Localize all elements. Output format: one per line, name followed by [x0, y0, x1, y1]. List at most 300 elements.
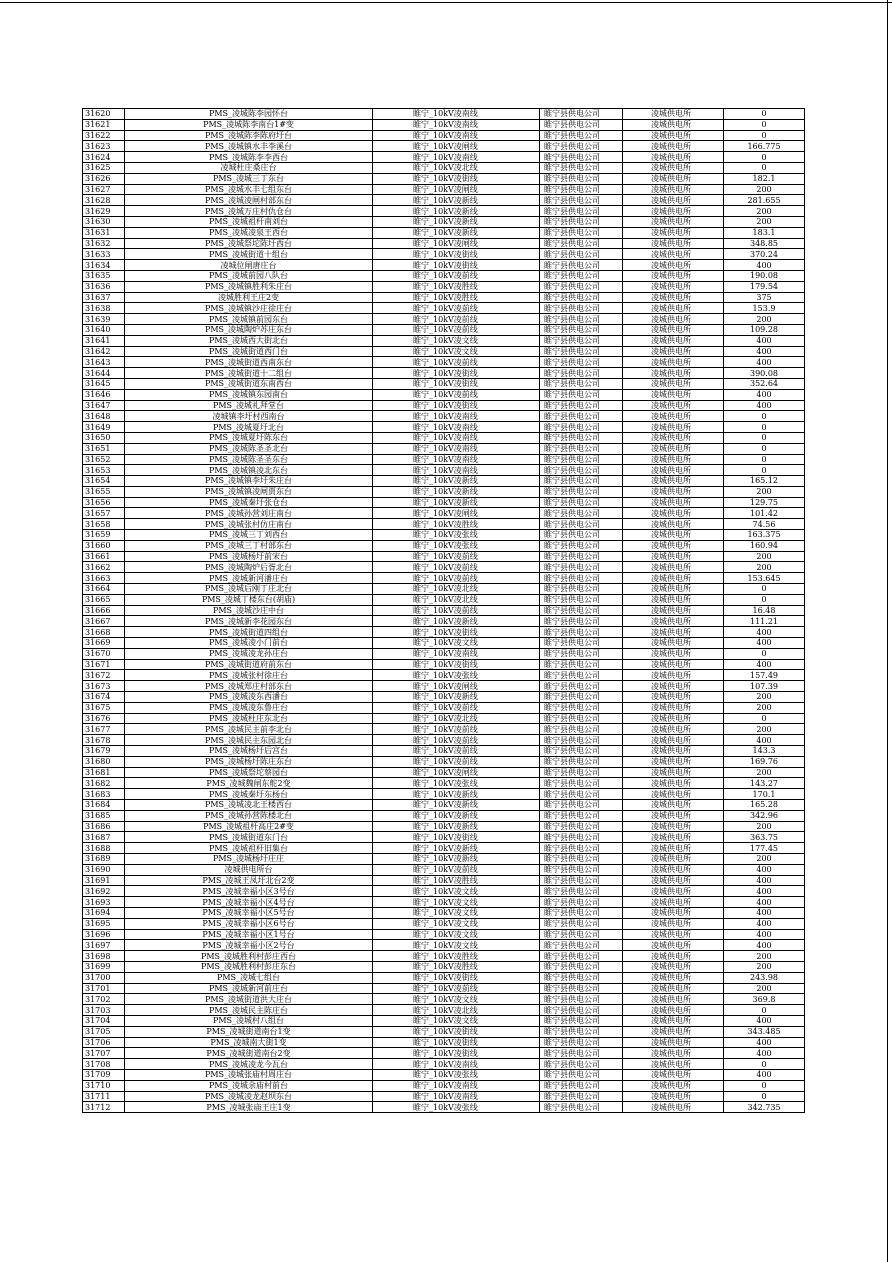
- capacity-cell: 163.375: [724, 530, 805, 541]
- supply-station-cell: 凌城供电所: [623, 519, 724, 530]
- supply-station-cell: 凌城供电所: [623, 778, 724, 789]
- table-row: [83, 184, 805, 195]
- table-row: [83, 692, 805, 703]
- row-id-cell: 31621: [83, 119, 125, 130]
- table-row: [83, 443, 805, 454]
- station-name-cell: PMS_凌城孙营陈楼北台: [125, 810, 373, 821]
- supply-station-cell: 凌城供电所: [623, 1069, 724, 1080]
- feeder-line-cell: 睢宁_10kV凌南线: [373, 454, 540, 465]
- feeder-line-cell: 睢宁_10kV凌胜线: [373, 875, 540, 886]
- table-row: [83, 897, 805, 908]
- company-cell: 睢宁县供电公司: [540, 886, 623, 897]
- capacity-cell: 0: [724, 411, 805, 422]
- capacity-cell: 0: [724, 584, 805, 595]
- supply-station-cell: 凌城供电所: [623, 702, 724, 713]
- feeder-line-cell: 睢宁_10kV凌南线: [373, 465, 540, 476]
- table-row: [83, 454, 805, 465]
- company-cell: 睢宁县供电公司: [540, 994, 623, 1005]
- row-id-cell: 31641: [83, 335, 125, 346]
- supply-station-cell: 凌城供电所: [623, 497, 724, 508]
- feeder-line-cell: 睢宁_10kV凌胜线: [373, 292, 540, 303]
- supply-station-cell: 凌城供电所: [623, 238, 724, 249]
- supply-station-cell: 凌城供电所: [623, 994, 724, 1005]
- table-row: [83, 357, 805, 368]
- station-name-cell: PMS_凌城凌东西潘台: [125, 692, 373, 703]
- company-cell: 睢宁县供电公司: [540, 562, 623, 573]
- capacity-cell: 400: [724, 1069, 805, 1080]
- station-name-cell: PMS_凌城镇李圩朱庄台: [125, 476, 373, 487]
- row-id-cell: 31702: [83, 994, 125, 1005]
- row-id-cell: 31632: [83, 238, 125, 249]
- supply-station-cell: 凌城供电所: [623, 346, 724, 357]
- capacity-cell: 0: [724, 594, 805, 605]
- table-row: [83, 940, 805, 951]
- feeder-line-cell: 睢宁_10kV凌张线: [373, 1102, 540, 1113]
- row-id-cell: 31656: [83, 497, 125, 508]
- station-name-cell: PMS_凌城凌闸村部东台: [125, 195, 373, 206]
- station-name-cell: PMS_凌城胜利村彭庄东台: [125, 961, 373, 972]
- feeder-line-cell: 睢宁_10kV凌张线: [373, 670, 540, 681]
- table-row: [83, 907, 805, 918]
- company-cell: 睢宁县供电公司: [540, 1069, 623, 1080]
- row-id-cell: 31627: [83, 184, 125, 195]
- company-cell: 睢宁县供电公司: [540, 227, 623, 238]
- supply-station-cell: 凌城供电所: [623, 119, 724, 130]
- feeder-line-cell: 睢宁_10kV凌文线: [373, 918, 540, 929]
- row-id-cell: 31655: [83, 486, 125, 497]
- feeder-line-cell: 睢宁_10kV凌街线: [373, 832, 540, 843]
- feeder-line-cell: 睢宁_10kV凌文线: [373, 335, 540, 346]
- right-border-line: [887, 0, 888, 1262]
- capacity-cell: 400: [724, 357, 805, 368]
- row-id-cell: 31703: [83, 1005, 125, 1016]
- table-row: [83, 756, 805, 767]
- table-row: [83, 346, 805, 357]
- row-id-cell: 31687: [83, 832, 125, 843]
- station-name-cell: PMS_凌城镇水丰李溪台: [125, 141, 373, 152]
- feeder-line-cell: 睢宁_10kV凌北线: [373, 162, 540, 173]
- company-cell: 睢宁县供电公司: [540, 1080, 623, 1091]
- company-cell: 睢宁县供电公司: [540, 173, 623, 184]
- supply-station-cell: 凌城供电所: [623, 530, 724, 541]
- supply-station-cell: 凌城供电所: [623, 897, 724, 908]
- row-id-cell: 31673: [83, 681, 125, 692]
- capacity-cell: 111.21: [724, 616, 805, 627]
- capacity-cell: 390.08: [724, 368, 805, 379]
- company-cell: 睢宁县供电公司: [540, 476, 623, 487]
- supply-station-cell: 凌城供电所: [623, 573, 724, 584]
- station-name-cell: PMS_凌城万庄村仇仓台: [125, 206, 373, 217]
- table-row: [83, 681, 805, 692]
- company-cell: 睢宁县供电公司: [540, 530, 623, 541]
- station-name-cell: PMS_凌城街道西南东台: [125, 357, 373, 368]
- row-id-cell: 31701: [83, 983, 125, 994]
- company-cell: 睢宁县供电公司: [540, 810, 623, 821]
- capacity-cell: 0: [724, 119, 805, 130]
- feeder-line-cell: 睢宁_10kV凌南线: [373, 1080, 540, 1091]
- supply-station-cell: 凌城供电所: [623, 584, 724, 595]
- station-name-cell: PMS_凌城幸福小区2号台: [125, 940, 373, 951]
- station-name-cell: PMS_凌城凌东鲁庄台: [125, 702, 373, 713]
- supply-station-cell: 凌城供电所: [623, 1102, 724, 1113]
- table-row: [83, 1015, 805, 1026]
- feeder-line-cell: 睢宁_10kV凌文线: [373, 994, 540, 1005]
- capacity-cell: 400: [724, 907, 805, 918]
- table-row: [83, 540, 805, 551]
- row-id-cell: 31698: [83, 951, 125, 962]
- company-cell: 睢宁县供电公司: [540, 929, 623, 940]
- supply-station-cell: 凌城供电所: [623, 195, 724, 206]
- company-cell: 睢宁县供电公司: [540, 875, 623, 886]
- company-cell: 睢宁县供电公司: [540, 800, 623, 811]
- capacity-cell: 200: [724, 983, 805, 994]
- table-row: [83, 141, 805, 152]
- station-name-cell: PMS_凌城南大街1变: [125, 1037, 373, 1048]
- feeder-line-cell: 睢宁_10kV凌街线: [373, 627, 540, 638]
- table-row: [83, 238, 805, 249]
- feeder-line-cell: 睢宁_10kV凌前线: [373, 314, 540, 325]
- feeder-line-cell: 睢宁_10kV凌胜线: [373, 951, 540, 962]
- feeder-line-cell: 睢宁_10kV凌前线: [373, 551, 540, 562]
- feeder-line-cell: 睢宁_10kV凌前线: [373, 573, 540, 584]
- table-row: [83, 972, 805, 983]
- table-row: [83, 713, 805, 724]
- station-name-cell: 凌城位闸唐庄台: [125, 260, 373, 271]
- station-name-cell: PMS_凌城张村徐庄台: [125, 670, 373, 681]
- supply-station-cell: 凌城供电所: [623, 918, 724, 929]
- company-cell: 睢宁县供电公司: [540, 961, 623, 972]
- station-name-cell: PMS_凌城陈李陈府圩台: [125, 130, 373, 141]
- row-id-cell: 31709: [83, 1069, 125, 1080]
- station-name-cell: PMS_凌城街道东门台: [125, 832, 373, 843]
- company-cell: 睢宁县供电公司: [540, 238, 623, 249]
- table-row: [83, 767, 805, 778]
- station-name-cell: PMS_凌城陈李园怀台: [125, 109, 373, 120]
- company-cell: 睢宁县供电公司: [540, 422, 623, 433]
- table-row: [83, 951, 805, 962]
- feeder-line-cell: 睢宁_10kV凌南线: [373, 130, 540, 141]
- table-row: [83, 1026, 805, 1037]
- feeder-line-cell: 睢宁_10kV凌街线: [373, 1026, 540, 1037]
- table-row: [83, 1059, 805, 1070]
- row-id-cell: 31640: [83, 324, 125, 335]
- feeder-line-cell: 睢宁_10kV凌南线: [373, 109, 540, 120]
- supply-station-cell: 凌城供电所: [623, 853, 724, 864]
- supply-station-cell: 凌城供电所: [623, 1059, 724, 1070]
- row-id-cell: 31694: [83, 907, 125, 918]
- row-id-cell: 31704: [83, 1015, 125, 1026]
- feeder-line-cell: 睢宁_10kV凌新线: [373, 853, 540, 864]
- supply-station-cell: 凌城供电所: [623, 249, 724, 260]
- capacity-cell: 0: [724, 648, 805, 659]
- supply-station-cell: 凌城供电所: [623, 961, 724, 972]
- capacity-cell: 170.1: [724, 789, 805, 800]
- supply-station-cell: 凌城供电所: [623, 886, 724, 897]
- company-cell: 睢宁县供电公司: [540, 1048, 623, 1059]
- feeder-line-cell: 睢宁_10kV凌南线: [373, 422, 540, 433]
- supply-station-cell: 凌城供电所: [623, 454, 724, 465]
- station-name-cell: PMS_凌城凌北王楼西台: [125, 800, 373, 811]
- feeder-line-cell: 睢宁_10kV凌北线: [373, 594, 540, 605]
- company-cell: 睢宁县供电公司: [540, 1037, 623, 1048]
- company-cell: 睢宁县供电公司: [540, 346, 623, 357]
- feeder-line-cell: 睢宁_10kV凌街线: [373, 173, 540, 184]
- supply-station-cell: 凌城供电所: [623, 735, 724, 746]
- table-row: [83, 1048, 805, 1059]
- station-name-cell: PMS_凌城陈圣圣东台: [125, 454, 373, 465]
- row-id-cell: 31670: [83, 648, 125, 659]
- row-id-cell: 31649: [83, 422, 125, 433]
- table-row: [83, 886, 805, 897]
- capacity-cell: 183.1: [724, 227, 805, 238]
- supply-station-cell: 凌城供电所: [623, 270, 724, 281]
- table-row: [83, 432, 805, 443]
- supply-station-cell: 凌城供电所: [623, 184, 724, 195]
- table-row: [83, 605, 805, 616]
- row-id-cell: 31637: [83, 292, 125, 303]
- feeder-line-cell: 睢宁_10kV凌张线: [373, 530, 540, 541]
- capacity-cell: 400: [724, 1037, 805, 1048]
- table-row: [83, 314, 805, 325]
- row-id-cell: 31665: [83, 594, 125, 605]
- station-name-cell: PMS_凌城郑庄村部东台: [125, 681, 373, 692]
- table-row: [83, 918, 805, 929]
- row-id-cell: 31710: [83, 1080, 125, 1091]
- company-cell: 睢宁县供电公司: [540, 864, 623, 875]
- company-cell: 睢宁县供电公司: [540, 702, 623, 713]
- feeder-line-cell: 睢宁_10kV凌街线: [373, 1048, 540, 1059]
- supply-station-cell: 凌城供电所: [623, 551, 724, 562]
- capacity-cell: 165.12: [724, 476, 805, 487]
- capacity-cell: 129.75: [724, 497, 805, 508]
- table-row: [83, 789, 805, 800]
- row-id-cell: 31634: [83, 260, 125, 271]
- table-row: [83, 508, 805, 519]
- supply-station-cell: 凌城供电所: [623, 1091, 724, 1102]
- capacity-cell: 200: [724, 562, 805, 573]
- company-cell: 睢宁县供电公司: [540, 411, 623, 422]
- capacity-cell: 400: [724, 1048, 805, 1059]
- row-id-cell: 31677: [83, 724, 125, 735]
- table-row: [83, 616, 805, 627]
- row-id-cell: 31620: [83, 109, 125, 120]
- table-row: [83, 724, 805, 735]
- company-cell: 睢宁县供电公司: [540, 324, 623, 335]
- capacity-cell: 400: [724, 918, 805, 929]
- table-row: [83, 1080, 805, 1091]
- capacity-cell: 0: [724, 130, 805, 141]
- station-name-cell: PMS_凌城陈李李西台: [125, 152, 373, 163]
- capacity-cell: 165.28: [724, 800, 805, 811]
- station-name-cell: PMS_凌城水丰七组东台: [125, 184, 373, 195]
- row-id-cell: 31644: [83, 368, 125, 379]
- feeder-line-cell: 睢宁_10kV凌新线: [373, 497, 540, 508]
- supply-station-cell: 凌城供电所: [623, 627, 724, 638]
- table-row: [83, 1005, 805, 1016]
- company-cell: 睢宁县供电公司: [540, 292, 623, 303]
- table-row: [83, 1091, 805, 1102]
- capacity-cell: 0: [724, 1091, 805, 1102]
- station-name-cell: PMS_凌城陶炉苏庄东台: [125, 324, 373, 335]
- station-name-cell: PMS_凌城丁楼东台(胡庙): [125, 594, 373, 605]
- capacity-cell: 109.28: [724, 324, 805, 335]
- station-name-cell: PMS_凌城杨圩后宫台: [125, 746, 373, 757]
- top-border-line: [0, 2, 892, 3]
- company-cell: 睢宁县供电公司: [540, 670, 623, 681]
- station-name-cell: PMS_凌城祭坨陈圩西台: [125, 238, 373, 249]
- row-id-cell: 31663: [83, 573, 125, 584]
- station-name-cell: PMS_凌城街道府前东台: [125, 659, 373, 670]
- feeder-line-cell: 睢宁_10kV凌南线: [373, 1059, 540, 1070]
- row-id-cell: 31638: [83, 303, 125, 314]
- table-row: [83, 497, 805, 508]
- capacity-cell: 157.49: [724, 670, 805, 681]
- feeder-line-cell: 睢宁_10kV凌前线: [373, 303, 540, 314]
- supply-station-cell: 凌城供电所: [623, 832, 724, 843]
- feeder-line-cell: 睢宁_10kV凌新线: [373, 692, 540, 703]
- station-name-cell: PMS_凌城凌小门前台: [125, 638, 373, 649]
- company-cell: 睢宁县供电公司: [540, 735, 623, 746]
- supply-station-cell: 凌城供电所: [623, 605, 724, 616]
- table-row: [83, 864, 805, 875]
- station-name-cell: PMS_凌城幸福小区1号台: [125, 929, 373, 940]
- row-id-cell: 31666: [83, 605, 125, 616]
- capacity-cell: 400: [724, 1015, 805, 1026]
- station-name-cell: PMS_凌城杜庄东北台: [125, 713, 373, 724]
- table-row: [83, 584, 805, 595]
- row-id-cell: 31629: [83, 206, 125, 217]
- capacity-cell: 153.645: [724, 573, 805, 584]
- supply-station-cell: 凌城供电所: [623, 378, 724, 389]
- station-name-cell: PMS_凌城孙营刘庄南台: [125, 508, 373, 519]
- company-cell: 睢宁县供电公司: [540, 1091, 623, 1102]
- company-cell: 睢宁县供电公司: [540, 141, 623, 152]
- supply-station-cell: 凌城供电所: [623, 206, 724, 217]
- company-cell: 睢宁县供电公司: [540, 951, 623, 962]
- table-row: [83, 810, 805, 821]
- supply-station-cell: 凌城供电所: [623, 443, 724, 454]
- table-row: [83, 195, 805, 206]
- company-cell: 睢宁县供电公司: [540, 1059, 623, 1070]
- capacity-cell: 0: [724, 152, 805, 163]
- row-id-cell: 31681: [83, 767, 125, 778]
- table-row: [83, 216, 805, 227]
- row-id-cell: 31706: [83, 1037, 125, 1048]
- table-row: [83, 800, 805, 811]
- row-id-cell: 31695: [83, 918, 125, 929]
- supply-station-cell: 凌城供电所: [623, 713, 724, 724]
- station-name-cell: PMS_凌城凌泉王西台: [125, 227, 373, 238]
- supply-station-cell: 凌城供电所: [623, 335, 724, 346]
- feeder-line-cell: 睢宁_10kV凌胜线: [373, 961, 540, 972]
- supply-station-cell: 凌城供电所: [623, 670, 724, 681]
- transformer-capacity-table: [82, 108, 805, 1113]
- feeder-line-cell: 睢宁_10kV凌新线: [373, 843, 540, 854]
- table-row: [83, 821, 805, 832]
- supply-station-cell: 凌城供电所: [623, 141, 724, 152]
- station-name-cell: PMS_凌城陶炉后胥北台: [125, 562, 373, 573]
- station-name-cell: PMS_凌城民主东园北台: [125, 735, 373, 746]
- station-name-cell: PMS_凌城祭坨蔡园台: [125, 767, 373, 778]
- company-cell: 睢宁县供电公司: [540, 659, 623, 670]
- supply-station-cell: 凌城供电所: [623, 746, 724, 757]
- supply-station-cell: 凌城供电所: [623, 756, 724, 767]
- row-id-cell: 31712: [83, 1102, 125, 1113]
- capacity-cell: 0: [724, 1080, 805, 1091]
- supply-station-cell: 凌城供电所: [623, 875, 724, 886]
- supply-station-cell: 凌城供电所: [623, 821, 724, 832]
- company-cell: 睢宁县供电公司: [540, 907, 623, 918]
- row-id-cell: 31660: [83, 540, 125, 551]
- capacity-cell: 0: [724, 465, 805, 476]
- supply-station-cell: 凌城供电所: [623, 314, 724, 325]
- row-id-cell: 31686: [83, 821, 125, 832]
- capacity-cell: 400: [724, 875, 805, 886]
- company-cell: 睢宁县供电公司: [540, 357, 623, 368]
- table-row: [83, 324, 805, 335]
- feeder-line-cell: 睢宁_10kV凌街线: [373, 1037, 540, 1048]
- station-name-cell: PMS_凌城夏圩北台: [125, 422, 373, 433]
- station-name-cell: PMS_凌城张庙村周庄台: [125, 1069, 373, 1080]
- station-name-cell: PMS_凌城陈李南台1#变: [125, 119, 373, 130]
- company-cell: 睢宁县供电公司: [540, 1005, 623, 1016]
- feeder-line-cell: 睢宁_10kV凌文线: [373, 929, 540, 940]
- row-id-cell: 31699: [83, 961, 125, 972]
- company-cell: 睢宁县供电公司: [540, 314, 623, 325]
- company-cell: 睢宁县供电公司: [540, 400, 623, 411]
- feeder-line-cell: 睢宁_10kV凌南线: [373, 152, 540, 163]
- capacity-cell: 0: [724, 422, 805, 433]
- row-id-cell: 31659: [83, 530, 125, 541]
- company-cell: 睢宁县供电公司: [540, 335, 623, 346]
- supply-station-cell: 凌城供电所: [623, 292, 724, 303]
- capacity-cell: 400: [724, 735, 805, 746]
- feeder-line-cell: 睢宁_10kV凌新线: [373, 227, 540, 238]
- supply-station-cell: 凌城供电所: [623, 508, 724, 519]
- row-id-cell: 31675: [83, 702, 125, 713]
- table-row: [83, 422, 805, 433]
- company-cell: 睢宁县供电公司: [540, 486, 623, 497]
- table-row: [83, 929, 805, 940]
- table-row: [83, 746, 805, 757]
- table-row: [83, 206, 805, 217]
- table-row: [83, 530, 805, 541]
- table-row: [83, 281, 805, 292]
- row-id-cell: 31639: [83, 314, 125, 325]
- supply-station-cell: 凌城供电所: [623, 324, 724, 335]
- station-name-cell: PMS_凌城幸福小区4号台: [125, 897, 373, 908]
- company-cell: 睢宁县供电公司: [540, 983, 623, 994]
- company-cell: 睢宁县供电公司: [540, 1026, 623, 1037]
- station-name-cell: PMS_凌城民主前李北台: [125, 724, 373, 735]
- supply-station-cell: 凌城供电所: [623, 800, 724, 811]
- feeder-line-cell: 睢宁_10kV凌新线: [373, 486, 540, 497]
- row-id-cell: 31648: [83, 411, 125, 422]
- row-id-cell: 31697: [83, 940, 125, 951]
- capacity-cell: 16.48: [724, 605, 805, 616]
- company-cell: 睢宁县供电公司: [540, 465, 623, 476]
- supply-station-cell: 凌城供电所: [623, 303, 724, 314]
- company-cell: 睢宁县供电公司: [540, 260, 623, 271]
- company-cell: 睢宁县供电公司: [540, 853, 623, 864]
- station-name-cell: PMS_凌城祖杆南刘台: [125, 216, 373, 227]
- row-id-cell: 31624: [83, 152, 125, 163]
- row-id-cell: 31668: [83, 627, 125, 638]
- station-name-cell: PMS_凌城凌龙孙庄台: [125, 648, 373, 659]
- row-id-cell: 31705: [83, 1026, 125, 1037]
- capacity-cell: 182.1: [724, 173, 805, 184]
- capacity-cell: 153.9: [724, 303, 805, 314]
